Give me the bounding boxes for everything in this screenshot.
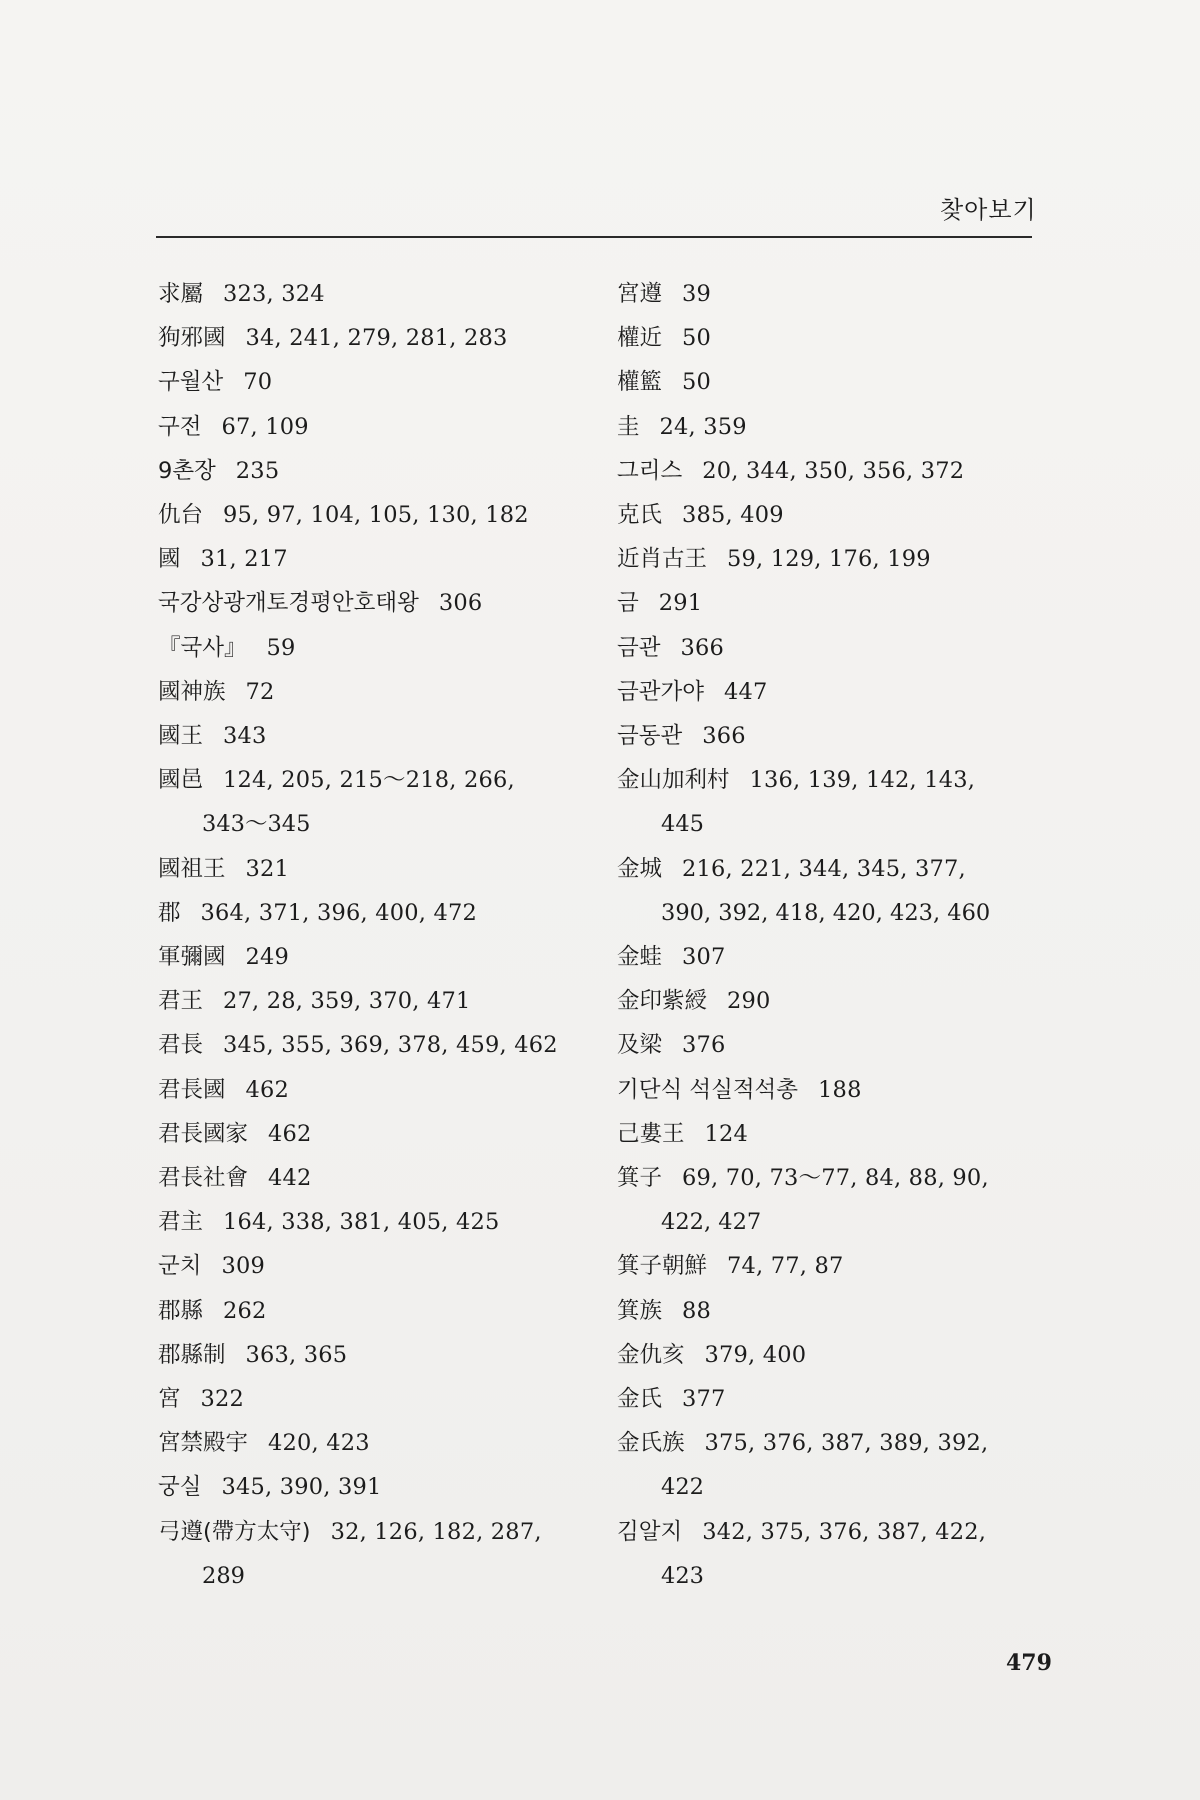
index-pages: 32, 126, 182, 287, [330,1518,542,1545]
index-entry [617,493,1037,537]
index-term: 國神族 [158,678,226,705]
index-term: 己婁王 [617,1120,685,1147]
index-pages: 364, 371, 396, 400, 472 [200,899,478,926]
index-pages: 59 [266,634,296,661]
index-entry [158,1112,598,1156]
index-term: 구월산 [158,369,224,396]
index-pages: 24, 359 [659,413,747,440]
index-pages: 307 [682,944,726,971]
index-term: 狗邪國 [158,325,226,352]
index-term: 금관가야 [617,678,704,705]
index-entry [158,1289,598,1333]
index-pages: 59, 129, 176, 199 [727,546,931,573]
index-term: 金印紫綬 [617,988,708,1015]
index-column-right [617,272,1037,1598]
index-entry [158,670,598,714]
index-entry [158,1421,598,1465]
index-pages: 291 [658,590,703,617]
index-term: 金蛙 [617,944,663,971]
page-number: 479 [1006,1650,1052,1676]
index-pages: 342, 375, 376, 387, 422, [702,1518,987,1545]
index-term: 仇台 [158,502,204,529]
index-term: 權近 [617,325,663,352]
index-pages: 462 [245,1076,290,1103]
index-entry [617,316,1037,360]
index-entry [617,847,1037,935]
index-term: 箕族 [617,1297,663,1324]
index-entry [617,714,1037,758]
index-pages: 50 [682,325,712,352]
index-term: 君王 [158,988,204,1015]
index-pages: 124, 205, 215～218, 266, [223,767,515,794]
index-entry [158,316,598,360]
index-pages-continued: 343～345 [202,811,311,838]
index-entry [617,272,1037,316]
index-entry [617,1510,1037,1598]
index-entry [158,272,598,316]
index-entry [158,1333,598,1377]
index-term: 權籃 [617,369,663,396]
index-entry [617,449,1037,493]
index-term: 郡 [158,899,181,926]
index-entry [158,979,598,1023]
index-entry [158,537,598,581]
index-entry [617,1244,1037,1288]
index-pages-continued: 390, 392, 418, 420, 423, 460 [661,899,991,926]
index-pages: 34, 241, 279, 281, 283 [245,325,508,352]
index-term: 9촌장 [158,457,216,484]
index-term: 金氏 [617,1386,663,1413]
index-term: 기단식 석실적석총 [617,1076,799,1103]
index-entry [617,1068,1037,1112]
index-term: 궁실 [158,1474,202,1501]
index-entry [617,626,1037,670]
index-entry [158,1465,598,1509]
index-pages: 345, 355, 369, 378, 459, 462 [223,1032,558,1059]
index-term: 君長國 [158,1076,226,1103]
index-entry [617,1421,1037,1509]
index-term: 宮 [158,1386,181,1413]
index-entry [158,1068,598,1112]
index-term: 國祖王 [158,855,226,882]
index-pages: 376 [682,1032,726,1059]
index-term: 郡縣 [158,1297,204,1324]
index-pages: 322 [200,1386,245,1413]
index-pages: 420, 423 [268,1430,370,1457]
index-entry [617,670,1037,714]
index-entry [158,1510,598,1598]
index-pages-continued: 423 [661,1562,704,1589]
index-pages: 20, 344, 350, 356, 372 [702,457,965,484]
index-term: 弓遵(帶方太守) [158,1518,311,1545]
index-pages: 379, 400 [704,1341,807,1368]
index-pages: 72 [245,678,275,705]
index-term: 克氏 [617,502,663,529]
index-entry [158,360,598,404]
index-term: 구전 [158,413,202,440]
index-entry [158,758,598,846]
index-entry [617,1289,1037,1333]
index-entry [617,405,1037,449]
index-pages: 136, 139, 142, 143, [749,767,976,794]
index-term: 君長 [158,1032,204,1059]
index-term: 國 [158,546,181,573]
index-term: 金城 [617,855,663,882]
index-term: 君主 [158,1209,204,1236]
index-pages: 74, 77, 87 [727,1253,844,1280]
index-pages: 366 [680,634,725,661]
index-entry [158,891,598,935]
index-pages: 164, 338, 381, 405, 425 [223,1209,500,1236]
index-pages-continued: 289 [202,1562,245,1589]
index-term: 近肖古王 [617,546,708,573]
index-entry [158,626,598,670]
index-pages: 385, 409 [682,502,784,529]
index-entry [158,1377,598,1421]
index-pages-continued: 422 [661,1474,704,1501]
index-pages: 366 [702,723,746,750]
index-pages: 442 [268,1165,312,1192]
index-term: 금 [617,590,639,617]
index-term: 金仇亥 [617,1341,685,1368]
index-pages: 262 [223,1297,267,1324]
index-term: 『국사』 [158,634,247,661]
index-pages: 50 [682,369,712,396]
index-entry [617,1377,1037,1421]
index-term: 君長國家 [158,1120,249,1147]
index-pages: 249 [245,944,290,971]
index-term: 君長社會 [158,1165,249,1192]
index-pages: 27, 28, 359, 370, 471 [223,988,471,1015]
index-pages: 188 [818,1076,862,1103]
index-entry [158,1156,598,1200]
index-entry [617,1112,1037,1156]
index-entry [158,405,598,449]
index-entry [158,935,598,979]
index-entry [158,1244,598,1288]
index-entry [617,758,1037,846]
index-term: 금관 [617,634,661,661]
index-pages: 39 [682,281,712,307]
index-pages: 462 [268,1120,312,1147]
index-term: 宮遵 [617,281,663,307]
index-pages: 88 [682,1297,712,1324]
index-entry [158,1023,598,1067]
index-term: 國邑 [158,767,204,794]
index-pages-continued: 422, 427 [661,1209,762,1236]
index-pages: 235 [235,457,280,484]
index-term: 그리스 [617,457,683,484]
index-entry [617,581,1037,625]
index-pages: 447 [723,678,768,705]
index-term: 金山加利村 [617,767,730,794]
index-term: 箕子 [617,1165,663,1192]
index-entry [158,581,598,625]
index-pages: 290 [727,988,771,1015]
index-pages: 363, 365 [245,1341,348,1368]
index-term: 國王 [158,723,204,750]
index-entry [617,1333,1037,1377]
index-term: 圭 [617,413,640,440]
index-entry [617,1023,1037,1067]
index-term: 軍彌國 [158,944,226,971]
index-pages: 343 [223,723,267,750]
index-entry [617,1156,1037,1244]
index-pages: 306 [438,590,483,617]
index-pages: 216, 221, 344, 345, 377, [682,855,966,882]
index-term: 宮禁殿宇 [158,1430,249,1457]
index-pages: 345, 390, 391 [221,1474,382,1501]
index-entry [158,1200,598,1244]
index-pages: 321 [245,855,290,882]
index-entry [158,847,598,891]
index-entry [617,935,1037,979]
index-pages: 377 [682,1386,726,1413]
index-pages: 67, 109 [221,413,309,440]
index-pages: 70 [243,369,273,396]
running-head: 찾아보기 [940,196,1037,224]
index-term: 금동관 [617,723,683,750]
index-entry [158,493,598,537]
index-term: 金氏族 [617,1430,685,1457]
index-entry [158,449,598,493]
index-pages: 309 [221,1253,266,1280]
index-pages: 31, 217 [200,546,288,573]
index-term: 求屬 [158,281,204,307]
index-pages-continued: 445 [661,811,704,838]
index-pages: 375, 376, 387, 389, 392, [704,1430,989,1457]
index-pages: 95, 97, 104, 105, 130, 182 [223,502,529,529]
index-entry [158,714,598,758]
index-term: 김알지 [617,1518,683,1545]
index-entry [617,537,1037,581]
index-pages: 323, 324 [223,281,325,307]
index-entry [617,360,1037,404]
index-pages: 69, 70, 73～77, 84, 88, 90, [682,1165,989,1192]
index-term: 郡縣制 [158,1341,226,1368]
header-rule [156,236,1032,238]
index-term: 及梁 [617,1032,663,1059]
index-column-left [158,272,598,1598]
index-pages: 124 [704,1120,749,1147]
index-term: 箕子朝鮮 [617,1253,708,1280]
index-term: 국강상광개토경평안호태왕 [158,590,419,617]
index-term: 군치 [158,1253,202,1280]
index-entry [617,979,1037,1023]
